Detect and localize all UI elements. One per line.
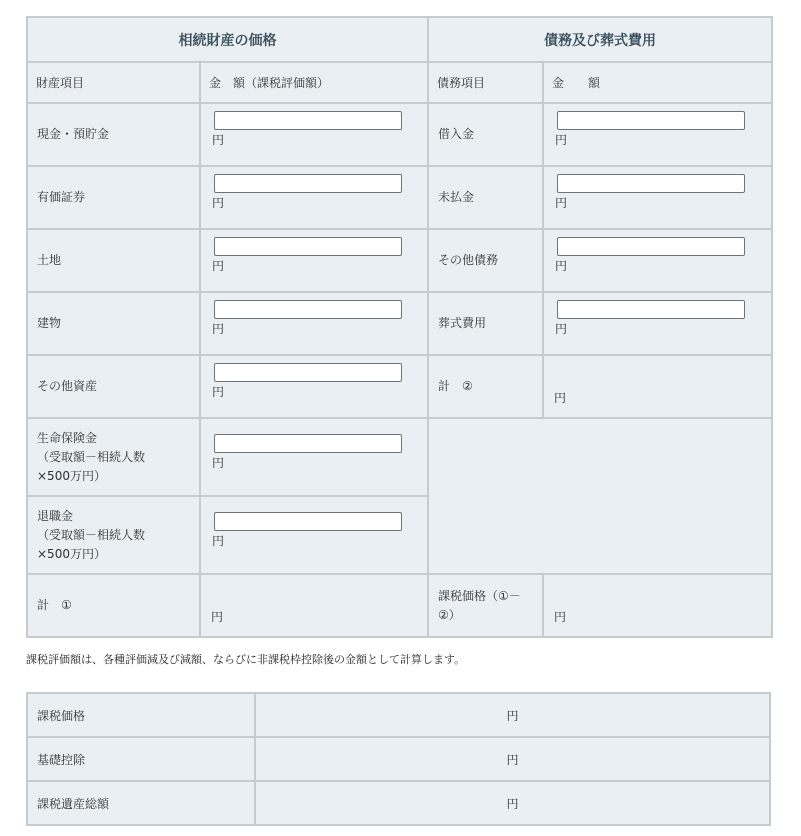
liabilities-header: 債務及び葬式費用 bbox=[428, 17, 772, 62]
liability-total-label: 計 ② bbox=[428, 355, 543, 418]
unpaid-input[interactable] bbox=[557, 174, 745, 193]
other-asset-input[interactable] bbox=[214, 363, 402, 382]
assets-header: 相続財産の価格 bbox=[27, 17, 428, 62]
table-row bbox=[27, 737, 770, 781]
asset-label-life-insurance: 生命保険金 （受取額－相続人数 ×500万円） bbox=[27, 418, 200, 496]
empty-cell bbox=[428, 418, 772, 574]
loan-input[interactable] bbox=[557, 111, 745, 130]
summary-value: 円 bbox=[255, 737, 770, 781]
land-input[interactable] bbox=[214, 237, 402, 256]
table-row bbox=[27, 781, 770, 825]
col-asset-amount: 金 額（課税評価額） bbox=[200, 62, 428, 103]
building-input[interactable] bbox=[214, 300, 402, 319]
securities-input[interactable] bbox=[214, 174, 402, 193]
summary-value: 円 bbox=[255, 693, 770, 737]
yen-unit: 円 bbox=[212, 322, 225, 336]
summary-label: 課税遺産総額 bbox=[27, 781, 255, 825]
col-asset-item: 財産項目 bbox=[27, 62, 200, 103]
asset-label-cash: 現金・預貯金 bbox=[27, 103, 200, 166]
table-row bbox=[27, 103, 772, 166]
asset-label-land: 土地 bbox=[27, 229, 200, 292]
yen-unit: 円 bbox=[555, 196, 568, 210]
summary-label: 課税価格 bbox=[27, 693, 255, 737]
table-row bbox=[27, 693, 770, 737]
liability-label-loan: 借入金 bbox=[428, 103, 543, 166]
taxable-value-label: 課税価格（①－ ②） bbox=[428, 574, 543, 637]
asset-total-label: 計 ① bbox=[27, 574, 200, 637]
table-row bbox=[27, 418, 772, 496]
table-row bbox=[27, 574, 772, 637]
funeral-input[interactable] bbox=[557, 300, 745, 319]
summary-table bbox=[26, 692, 771, 826]
table-row bbox=[27, 355, 772, 418]
summary-value: 円 bbox=[255, 781, 770, 825]
yen-unit: 円 bbox=[212, 133, 225, 147]
yen-unit: 円 bbox=[212, 196, 225, 210]
liability-label-unpaid: 未払金 bbox=[428, 166, 543, 229]
table-row bbox=[27, 166, 772, 229]
table-row bbox=[27, 292, 772, 355]
inheritance-calc-table bbox=[26, 16, 773, 638]
asset-label-retirement: 退職金 （受取額－相続人数 ×500万円） bbox=[27, 496, 200, 574]
taxable-value-yen: 円 bbox=[554, 610, 567, 624]
asset-label-building: 建物 bbox=[27, 292, 200, 355]
summary-label: 基礎控除 bbox=[27, 737, 255, 781]
retirement-input[interactable] bbox=[214, 512, 402, 531]
col-liability-amount: 金 額 bbox=[543, 62, 772, 103]
col-liability-item: 債務項目 bbox=[428, 62, 543, 103]
liability-total-yen: 円 bbox=[554, 391, 567, 405]
yen-unit: 円 bbox=[212, 456, 225, 470]
life-insurance-input[interactable] bbox=[214, 434, 402, 453]
liability-label-funeral: 葬式費用 bbox=[428, 292, 543, 355]
yen-unit: 円 bbox=[555, 259, 568, 273]
liability-label-other-debt: その他債務 bbox=[428, 229, 543, 292]
cash-input[interactable] bbox=[214, 111, 402, 130]
asset-label-other: その他資産 bbox=[27, 355, 200, 418]
yen-unit: 円 bbox=[212, 385, 225, 399]
yen-unit: 円 bbox=[555, 133, 568, 147]
yen-unit: 円 bbox=[212, 534, 225, 548]
other-debt-input[interactable] bbox=[557, 237, 745, 256]
table-row bbox=[27, 229, 772, 292]
asset-label-securities: 有価証券 bbox=[27, 166, 200, 229]
calc-note: 課税評価額は、各種評価減及び減額、ならびに非課税枠控除後の金額として計算します。 bbox=[26, 653, 466, 666]
asset-total-yen: 円 bbox=[211, 610, 224, 624]
yen-unit: 円 bbox=[212, 259, 225, 273]
yen-unit: 円 bbox=[555, 322, 568, 336]
